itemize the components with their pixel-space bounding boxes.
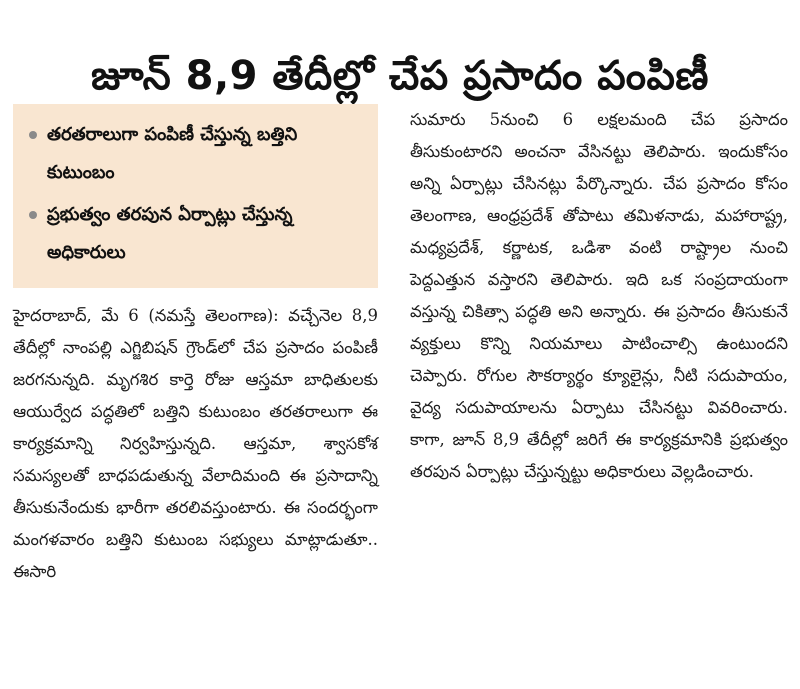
right-column: [410, 104, 788, 488]
bullet-dot-icon: [29, 131, 37, 139]
bullet-dot-icon: [29, 211, 37, 219]
highlight-text: తరతరాలుగా పంపిణీ చేస్తున్న బత్తిని కుటుంబం: [47, 124, 298, 183]
highlight-text: ప్రభుత్వం తరపున ఏర్పాట్లు చేస్తున్న అధికారులు: [47, 204, 293, 263]
article-text-right: సుమారు 5నుంచి 6 లక్షలమంది చేప ప్రసాదం తీసుకుంటారని అంచనా వేసినట్టు తెలిపారు. ఇందుకోసం అన్ని ఏర్పాట్లు చేసినట్లు పేర్కొన్నారు. చేప ప్రసాదం కోసం తెలంగాణ, ఆంధ్రప్రదేశ్ తోపాటు తమిళనాడు, మహారాష్ట్ర, మధ్యప్రదేశ్, కర్ణాటక, ఒడిశా వంటి రాష్ట్రాల నుంచి పెద్దఎత్తున వస్తారని తెలిపారు. ఇది ఒక సంప్రదాయంగా వస్తున్న చికిత్సా పద్ధతి అని అన్నారు. ఈ ప్రసాదం తీసుకునే వ్యక్తులు కొన్ని నియమాలు పాటించాల్సి ఉంటుందని చెప్పారు. రోగుల సౌకర్యార్థం క్యూలైన్లు, నీటి సదుపాయం, వైద్య సదుపాయాలను ఏర్పాటు చేసినట్టు వివరించారు. కాగా, జూన్ 8,9 తేదీల్లో జరిగే ఈ కార్యక్రమానికి ప్రభుత్వం తరపున ఏర్పాట్లు చేస్తున్నట్టు అధికారులు వెల్లడించారు.: [410, 110, 788, 481]
highlight-box: [13, 104, 378, 288]
highlight-item: [25, 196, 368, 272]
highlight-list: [25, 116, 368, 272]
headline: జూన్ 8,9 తేదీల్లో చేప ప్రసాదం పంపిణీ: [91, 52, 709, 99]
highlight-item: [25, 116, 368, 192]
left-column: [13, 104, 383, 588]
article-text-left: హైదరాబాద్, మే 6 (నమస్తే తెలంగాణ): వచ్చేనెల 8,9 తేదీల్లో నాంపల్లి ఎగ్జిబిషన్ గ్రౌండ్‌లో చేప ప్రసాదం పంపిణీ జరగనున్నది. మృగశిర కార్తె రోజు ఆస్తమా బాధితులకు ఆయుర్వేద పద్ధతిలో బత్తిని కుటుంబం తరతరాలుగా ఈ కార్యక్రమాన్ని నిర్వహిస్తున్నది. ఆస్తమా, శ్వాసకోశ సమస్యలతో బాధపడుతున్న వేలాదిమంది ఈ ప్రసాదాన్ని తీసుకునేందుకు భారీగా తరలివస్తుంటారు. ఈ సందర్భంగా మంగళవారం బత్తిని కుటుంబ సభ్యులు మాట్లాడుతూ.. ఈసారి: [13, 306, 378, 581]
